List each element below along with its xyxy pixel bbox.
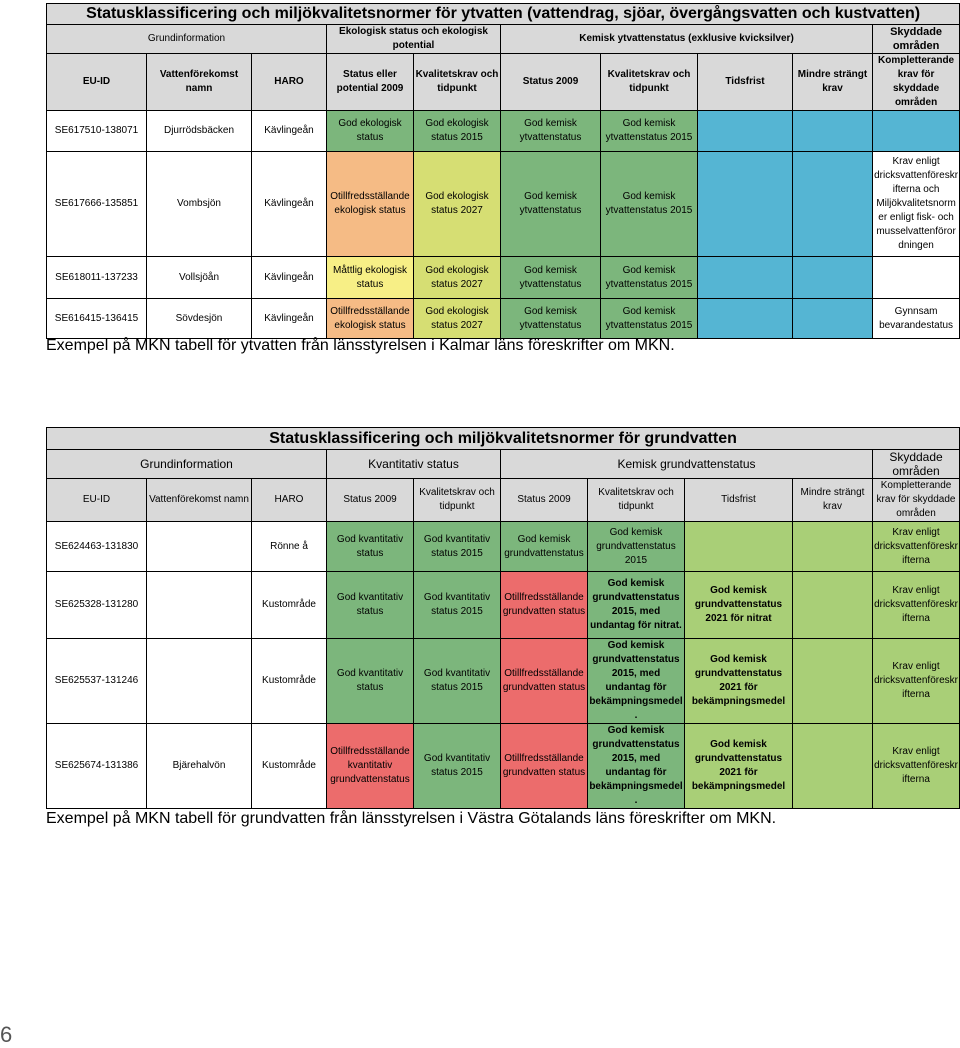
cell-euid: SE617510-138071: [47, 111, 147, 152]
col-header-tidsfrist: Tidsfrist: [698, 54, 793, 111]
cell-tidsfrist: [698, 257, 793, 299]
col-header-namn: Vattenförekomst namn: [147, 54, 252, 111]
cell-mindre: [793, 299, 873, 339]
cell-skydd: Gynnsam bevarandestatus: [873, 299, 960, 339]
cell-mindre: [793, 724, 873, 809]
cell-haro: Rönne å: [252, 522, 327, 572]
cell-tidsfrist: God kemisk grundvattenstatus 2021 för nitrat: [685, 572, 793, 639]
cell-kv-status: God kvantitativ status: [327, 639, 414, 724]
cell-kv-status: God kvantitativ status: [327, 572, 414, 639]
cell-euid: SE617666-135851: [47, 152, 147, 257]
surface-water-table: [46, 3, 960, 339]
cell-kem-status: God kemisk grundvattenstatus: [501, 522, 588, 572]
col-header-namn: Vattenförekomst namn: [147, 479, 252, 522]
cell-haro: Kävlingeån: [252, 152, 327, 257]
group-header-kemisk: Kemisk ytvattenstatus (exklusive kvicksilver): [501, 25, 873, 54]
col-header-status-potential: Status eller potential 2009: [327, 54, 414, 111]
cell-skydd: [873, 111, 960, 152]
cell-kv-status: Otillfredsställande kvantitativ grundvattenstatus: [327, 724, 414, 809]
cell-kem-status: God kemisk ytvattenstatus: [501, 111, 601, 152]
cell-haro: Kävlingeån: [252, 111, 327, 152]
col-header-kvalitetskrav-eko: Kvalitetskrav och tidpunkt: [414, 54, 501, 111]
cell-eko-krav: God ekologisk status 2015: [414, 111, 501, 152]
col-header-haro: HARO: [252, 54, 327, 111]
col-header-kompletterande: Kompletterande krav för skyddade områden: [873, 54, 960, 111]
col-header-kvalitetskrav-kem: Kvalitetskrav och tidpunkt: [601, 54, 698, 111]
cell-kem-krav: God kemisk ytvattenstatus 2015: [601, 257, 698, 299]
cell-kv-krav: God kvantitativ status 2015: [414, 572, 501, 639]
col-header-kompletterande: Kompletterande krav för skyddade områden: [873, 479, 960, 522]
cell-euid: SE625674-131386: [47, 724, 147, 809]
cell-namn: [147, 522, 252, 572]
col-header-euid: EU-ID: [47, 479, 147, 522]
cell-eko-status: God ekologisk status: [327, 111, 414, 152]
table-row: [47, 257, 960, 299]
col-header-status-2009: Status 2009: [327, 479, 414, 522]
cell-kem-krav: God kemisk grundvattenstatus 2015, med undantag för nitrat.: [588, 572, 685, 639]
cell-mindre: [793, 257, 873, 299]
cell-kem-krav: God kemisk grundvattenstatus 2015, med undantag för bekämpningsmedel.: [588, 724, 685, 809]
cell-tidsfrist: [698, 111, 793, 152]
cell-kem-status: God kemisk ytvattenstatus: [501, 299, 601, 339]
cell-namn: [147, 572, 252, 639]
cell-tidsfrist: God kemisk grundvattenstatus 2021 för bekämpningsmedel: [685, 724, 793, 809]
col-header-kvalitetskrav-kem: Kvalitetskrav och tidpunkt: [588, 479, 685, 522]
cell-kem-status: Otillfredsställande grundvatten status: [501, 639, 588, 724]
cell-kem-krav: God kemisk ytvattenstatus 2015: [601, 152, 698, 257]
table-row: [47, 724, 960, 809]
col-header-status-2009-kem: Status 2009: [501, 479, 588, 522]
cell-namn: Vollsjöån: [147, 257, 252, 299]
caption-groundwater: Exempel på MKN tabell för grundvatten från länsstyrelsen i Västra Götalands läns föreskrifter om MKN.: [46, 810, 777, 827]
col-header-kvalitetskrav-kv: Kvalitetskrav och tidpunkt: [414, 479, 501, 522]
cell-kem-krav: God kemisk ytvattenstatus 2015: [601, 299, 698, 339]
cell-tidsfrist: [698, 299, 793, 339]
col-header-mindre-strangt: Mindre strängt krav: [793, 54, 873, 111]
col-header-status-2009: Status 2009: [501, 54, 601, 111]
table-row: [47, 639, 960, 724]
cell-kem-status: God kemisk ytvattenstatus: [501, 257, 601, 299]
cell-mindre: [793, 522, 873, 572]
cell-kem-krav: God kemisk grundvattenstatus 2015: [588, 522, 685, 572]
cell-mindre: [793, 111, 873, 152]
table-title: Statusklassificering och miljökvalitetsnormer för ytvatten (vattendrag, sjöar, övergångsvatten och kustvatten): [47, 4, 960, 25]
cell-eko-status: Måttlig ekologisk status: [327, 257, 414, 299]
table-title: Statusklassificering och miljökvalitetsnormer för grundvatten: [47, 428, 960, 450]
table-row: [47, 572, 960, 639]
table-row: [47, 522, 960, 572]
cell-eko-krav: God ekologisk status 2027: [414, 299, 501, 339]
cell-euid: SE625537-131246: [47, 639, 147, 724]
cell-namn: [147, 639, 252, 724]
page-number: 6: [0, 1022, 13, 1047]
cell-kv-krav: God kvantitativ status 2015: [414, 724, 501, 809]
group-header-grundinfo: Grundinformation: [47, 450, 327, 479]
table-row: [47, 111, 960, 152]
group-header-ekologisk: Ekologisk status och ekologisk potential: [327, 25, 501, 54]
cell-kv-krav: God kvantitativ status 2015: [414, 639, 501, 724]
cell-kem-krav: God kemisk ytvattenstatus 2015: [601, 111, 698, 152]
cell-namn: Vombsjön: [147, 152, 252, 257]
table-row: [47, 152, 960, 257]
group-header-kvantitativ: Kvantitativ status: [327, 450, 501, 479]
cell-haro: Kävlingeån: [252, 257, 327, 299]
cell-eko-krav: God ekologisk status 2027: [414, 257, 501, 299]
col-header-tidsfrist: Tidsfrist: [685, 479, 793, 522]
cell-euid: SE625328-131280: [47, 572, 147, 639]
cell-euid: SE624463-131830: [47, 522, 147, 572]
cell-eko-status: Otillfredsställande ekologisk status: [327, 152, 414, 257]
cell-eko-krav: God ekologisk status 2027: [414, 152, 501, 257]
cell-haro: Kustområde: [252, 724, 327, 809]
cell-namn: Djurrödsbäcken: [147, 111, 252, 152]
col-header-euid: EU-ID: [47, 54, 147, 111]
table-row: [47, 299, 960, 339]
group-header-skyddade: Skyddade områden: [873, 450, 960, 479]
cell-kem-status: Otillfredsställande grundvatten status: [501, 572, 588, 639]
cell-mindre: [793, 572, 873, 639]
cell-mindre: [793, 639, 873, 724]
cell-tidsfrist: [698, 152, 793, 257]
cell-kv-status: God kvantitativ status: [327, 522, 414, 572]
cell-kem-status: Otillfredsställande grundvatten status: [501, 724, 588, 809]
cell-eko-status: Otillfredsställande ekologisk status: [327, 299, 414, 339]
cell-skydd: Krav enligt dricksvattenföreskrifterna: [873, 724, 960, 809]
cell-skydd: Krav enligt dricksvattenföreskrifterna: [873, 572, 960, 639]
caption-surface-water: Exempel på MKN tabell för ytvatten från länsstyrelsen i Kalmar läns föreskrifter om MKN.: [46, 337, 675, 354]
groundwater-table: [46, 427, 960, 809]
cell-skydd: Krav enligt dricksvattenföreskrifterna: [873, 639, 960, 724]
cell-kem-krav: God kemisk grundvattenstatus 2015, med undantag för bekämpningsmedel.: [588, 639, 685, 724]
cell-kem-status: God kemisk ytvattenstatus: [501, 152, 601, 257]
cell-mindre: [793, 152, 873, 257]
cell-kv-krav: God kvantitativ status 2015: [414, 522, 501, 572]
group-header-kemisk: Kemisk grundvattenstatus: [501, 450, 873, 479]
cell-haro: Kustområde: [252, 572, 327, 639]
cell-skydd: Krav enligt dricksvattenföreskrifterna och Miljökvalitetsnormer enligt fisk- och musselvattenförordningen: [873, 152, 960, 257]
cell-skydd: Krav enligt dricksvattenföreskrifterna: [873, 522, 960, 572]
col-header-mindre-strangt: Mindre strängt krav: [793, 479, 873, 522]
cell-euid: SE616415-136415: [47, 299, 147, 339]
cell-skydd: [873, 257, 960, 299]
cell-tidsfrist: [685, 522, 793, 572]
cell-namn: Sövdesjön: [147, 299, 252, 339]
cell-euid: SE618011-137233: [47, 257, 147, 299]
cell-namn: Bjärehalvön: [147, 724, 252, 809]
group-header-grundinfo: Grundinformation: [47, 25, 327, 54]
cell-haro: Kustområde: [252, 639, 327, 724]
cell-tidsfrist: God kemisk grundvattenstatus 2021 för bekämpningsmedel: [685, 639, 793, 724]
group-header-skyddade: Skyddade områden: [873, 25, 960, 54]
col-header-haro: HARO: [252, 479, 327, 522]
cell-haro: Kävlingeån: [252, 299, 327, 339]
